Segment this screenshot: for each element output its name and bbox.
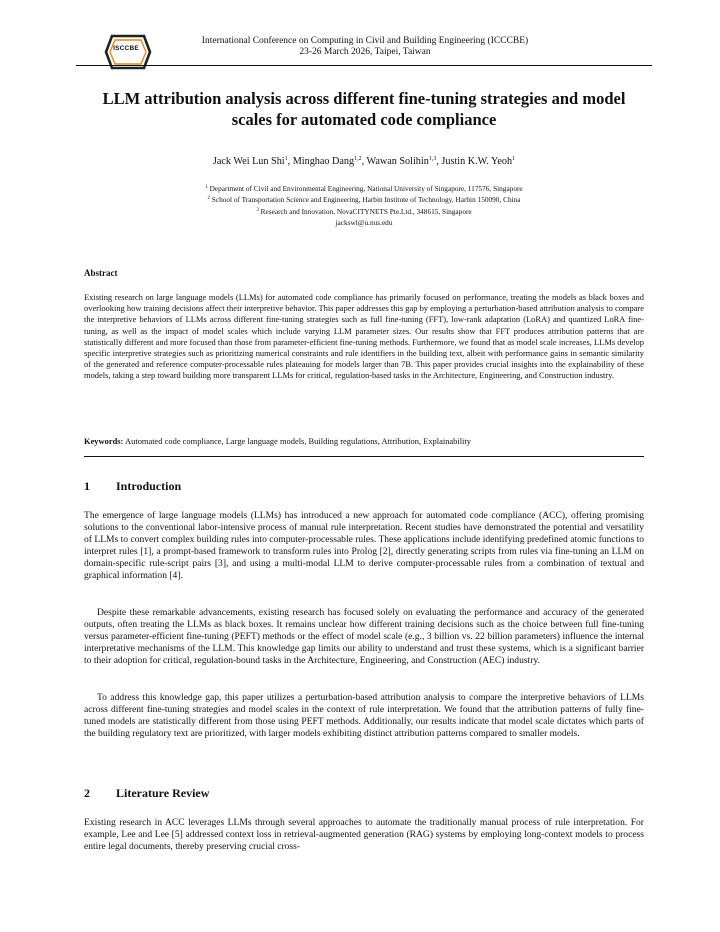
keywords-text: Automated code compliance, Large language models, Building regulations, Attribution, Explainability: [125, 436, 471, 446]
author-name: Minghao Dang: [292, 156, 355, 167]
affiliation-text: Department of Civil and Environmental Engineering, National University of Singapore, 117576, Singapore: [209, 184, 523, 193]
affiliation-mark: 2: [207, 196, 210, 201]
section-title: Introduction: [116, 479, 182, 493]
section-number: 1: [84, 479, 90, 493]
author-affiliation-mark: 1,3: [428, 156, 437, 162]
affiliation-text: Research and Innovation, NovaCITYNETS Pte.Ltd., 348615, Singapore: [260, 207, 472, 216]
affiliation-1: [76, 183, 652, 193]
section-heading-introduction: [84, 479, 181, 494]
keywords: [84, 436, 644, 446]
literature-paragraph-1: Existing research in ACC leverages LLMs through several approaches to automate the traditionally manual process of rule interpretation. For example, Lee and Lee [5] addressed context loss in retrieval-augmented generation (RAG) systems by employing long-context models to process entire legal documents, thereby preserving crucial cross-: [84, 817, 644, 853]
conference-date-location: 23-26 March 2026, Taipei, Taiwan: [299, 47, 431, 57]
abstract-heading: Abstract: [84, 268, 118, 278]
paper-title: [76, 88, 652, 130]
intro-paragraph-1: The emergence of large language models (LLMs) has introduced a new approach for automated code compliance (ACC), offering promising solutions to the conventional labor-intensive process of manual rule interpretation. Recent studies have demonstrated the potential and versatility of LLMs to convert complex building rules into computer-processable rules. These applications include identifying predefined atomic functions to interpret rules [1], a prompt-based framework to transform rules into Prolog [2], directly generating scripts from rules via fine-tuning an LLM on domain-specific rule-script pairs [3], and using a multi-modal LLM to derive computer-processable rules from a combination of textual and graphical information [4].: [84, 510, 644, 582]
title-line-2: scales for automated code compliance: [231, 110, 497, 129]
author-name: Wawan Solihin: [366, 156, 429, 167]
corresponding-email[interactable]: jackswl@u.nus.edu: [335, 218, 393, 227]
header-rule: [76, 65, 652, 66]
intro-paragraph-2: Despite these remarkable advancements, existing research has focused solely on evaluating the performance and accuracy of the generated outputs, often treating the LLMs as black boxes. It remains unclear how different training decisions such as the choice between full fine-tuning versus parameter-efficient fine-tuning (PEFT) methods or the effect of model scale (e.g., 3 billion vs. 22 billion parameters) influence the internal interpretative mechanisms of the LLM. This knowledge gap limits our ability to understand and trust these systems, which is a significant barrier to their adoption for critical, regulation-bound tasks in the Architecture, Engineering, and Construction (AEC) industry.: [84, 607, 644, 667]
logo-text: ISCCBE: [113, 45, 139, 52]
author-affiliation-mark: 1: [512, 156, 516, 162]
author-affiliation-mark: 1,2: [354, 156, 362, 162]
author-separator: ,: [436, 156, 442, 167]
author-name: Jack Wei Lun Shi: [212, 156, 285, 167]
affiliation-text: School of Transportation Science and Engineering, Harbin Institute of Technology, Harbin 150090, China: [211, 195, 521, 204]
section-title: Literature Review: [116, 786, 210, 800]
title-line-1: LLM attribution analysis across different fine-tuning strategies and model: [102, 89, 626, 108]
affiliation-2: [76, 194, 652, 204]
keywords-label: Keywords:: [84, 436, 124, 446]
author-name: Justin K.W. Yeoh: [441, 156, 513, 167]
author-list: [76, 156, 652, 167]
author-affiliation-mark: 1: [284, 156, 288, 162]
author-separator: ,: [287, 156, 293, 167]
abstract-text: Existing research on large language models (LLMs) for automated code compliance has primarily focused on performance, treating the models as black boxes and overlooking how training decisions affect their interpretive behavior. This paper addresses this gap by employing a perturbation-based attribution analysis to compare the interpretive behaviors of LLMs across different fine-tuning strategies such as full fine-tuning (FFT), low-rank adaptation (LoRA) and quantized LoRA fine-tuning, as well as the impact of model scales which include varying LLM parameter sizes. Our results show that FFT produces attribution patterns that are statistically different and more focused than those from parameter-efficient fine-tuning methods. Furthermore, we found that as model scale increases, LLMs develop specific interpretive strategies such as prioritizing numerical constraints and rule identifiers in the building text, albeit with performance gains in semantic similarity of the generated and reference computer-processable rules plateauing for models larger than 7B. This paper provides crucial insights into the explainability of these models, taking a step toward building more transparent LLMs for critical, regulation-based tasks in the Architecture, Engineering, and Construction industry.: [84, 292, 644, 381]
author-separator: ,: [361, 156, 367, 167]
keywords-rule: [84, 456, 644, 457]
affiliation-3: [76, 206, 652, 216]
affiliation-mark: 3: [256, 208, 259, 213]
intro-paragraph-3: To address this knowledge gap, this paper utilizes a perturbation-based attribution analysis to compare the interpretive behaviors of LLMs across different fine-tuning strategies and model scales in the context of rule interpretation. We found that the attribution patterns of fully fine-tuned models are statistically different from those using PEFT methods. Additionally, our results indicate that model scale dictates which parts of the building regulatory text are prioritized, with larger models exhibiting distinct attribution patterns compared to smaller models.: [84, 692, 644, 740]
affiliation-mark: 1: [205, 185, 208, 190]
section-heading-literature-review: [84, 786, 209, 801]
section-number: 2: [84, 786, 90, 800]
conference-name: International Conference on Computing in Civil and Building Engineering (ICCCBE): [201, 36, 529, 46]
